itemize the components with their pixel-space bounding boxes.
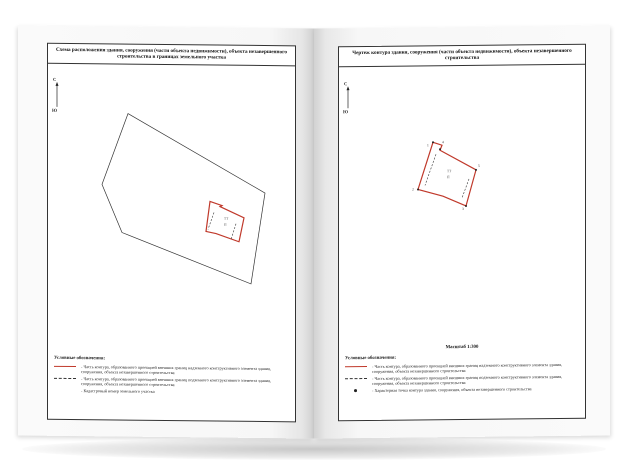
point-label: 4 bbox=[442, 140, 444, 145]
left-legend-row bbox=[54, 388, 290, 395]
compass-south-label: Ю bbox=[343, 109, 349, 115]
point-label: 1 bbox=[427, 143, 429, 148]
point-label: 2 bbox=[412, 187, 414, 192]
dashed-line-symbol bbox=[54, 376, 76, 381]
left-legend-text: - Часть контура, образованного проекцией внешних границ надземного конструктивного элемента здания, сооружения, объекта незавершенного строительства bbox=[81, 364, 272, 376]
building-contour bbox=[206, 201, 244, 241]
underground-contour-2 bbox=[462, 179, 469, 198]
compass-arrow-head bbox=[56, 82, 59, 86]
right-legend-text: - Характерная точка контура здания, сооружения, объекта незавершенного строительства bbox=[372, 386, 532, 393]
left-legend-row bbox=[54, 364, 290, 376]
red-line-symbol bbox=[345, 364, 367, 369]
right-legend-heading: Условные обозначения: bbox=[345, 355, 397, 362]
point-label: 5 bbox=[478, 163, 480, 168]
compass-north-label: С bbox=[344, 81, 348, 87]
building-label-bottom: П bbox=[224, 222, 227, 227]
left-legend-text: - Часть контура, образованного проекцией внешних границ подземного конструктивного элемента здания, сооружения, объекта незавершенного строительства bbox=[81, 376, 272, 388]
right-legend-text: - Часть контура, образованного проекцией внешних границ надземного конструктивного элемента здания, сооружения, объекта незавершенного строительства bbox=[372, 361, 563, 374]
compass-arrow-head bbox=[347, 86, 350, 90]
land-plot-boundary bbox=[102, 113, 265, 284]
point-label: 3 bbox=[462, 206, 464, 211]
left-legend-heading: Условные обозначения: bbox=[54, 355, 106, 362]
right-page-title: Чертеж контура здания, сооружения (части объекта недвижимости), объекта незавершенного строительства bbox=[339, 45, 585, 68]
right-legend-text: - Часть контура, образованного проекцией внешних границ подземного конструктивного элемента здания, сооружения, объекта незавершенного строительства bbox=[372, 373, 563, 386]
building-label-bottom: П bbox=[447, 175, 450, 180]
compass-north-label: С bbox=[53, 76, 57, 82]
underground-contour-1 bbox=[208, 212, 214, 229]
blank-symbol bbox=[54, 388, 76, 393]
right-legend-row bbox=[345, 386, 579, 393]
underground-contour-1 bbox=[425, 154, 436, 185]
point-symbol bbox=[345, 388, 367, 393]
left-page bbox=[18, 25, 314, 438]
building-label-top: ТТ bbox=[224, 216, 229, 221]
left-page-title: Схема расположения здания, сооружения (части объекта недвижимости), объекта незавершенного строительства в границах земельного участка bbox=[48, 44, 295, 67]
compass-south-label: Ю bbox=[52, 107, 58, 113]
right-page-frame bbox=[338, 44, 586, 422]
right-legend-row bbox=[345, 362, 579, 374]
right-legend bbox=[345, 354, 579, 395]
book-shadow bbox=[22, 438, 606, 460]
dashed-line-symbol bbox=[345, 376, 367, 381]
right-page bbox=[314, 25, 610, 438]
scale-label: Масштаб 1:300 bbox=[445, 344, 479, 351]
red-line-symbol bbox=[54, 364, 76, 369]
left-legend-row bbox=[54, 376, 290, 388]
right-legend-row bbox=[345, 374, 579, 386]
left-legend bbox=[54, 356, 290, 397]
left-legend-text: - Кадастровый номер земельного участка bbox=[81, 388, 155, 394]
underground-contour-2 bbox=[231, 224, 236, 240]
left-page-frame bbox=[47, 43, 296, 423]
building-label-top: ТТ bbox=[447, 169, 452, 174]
